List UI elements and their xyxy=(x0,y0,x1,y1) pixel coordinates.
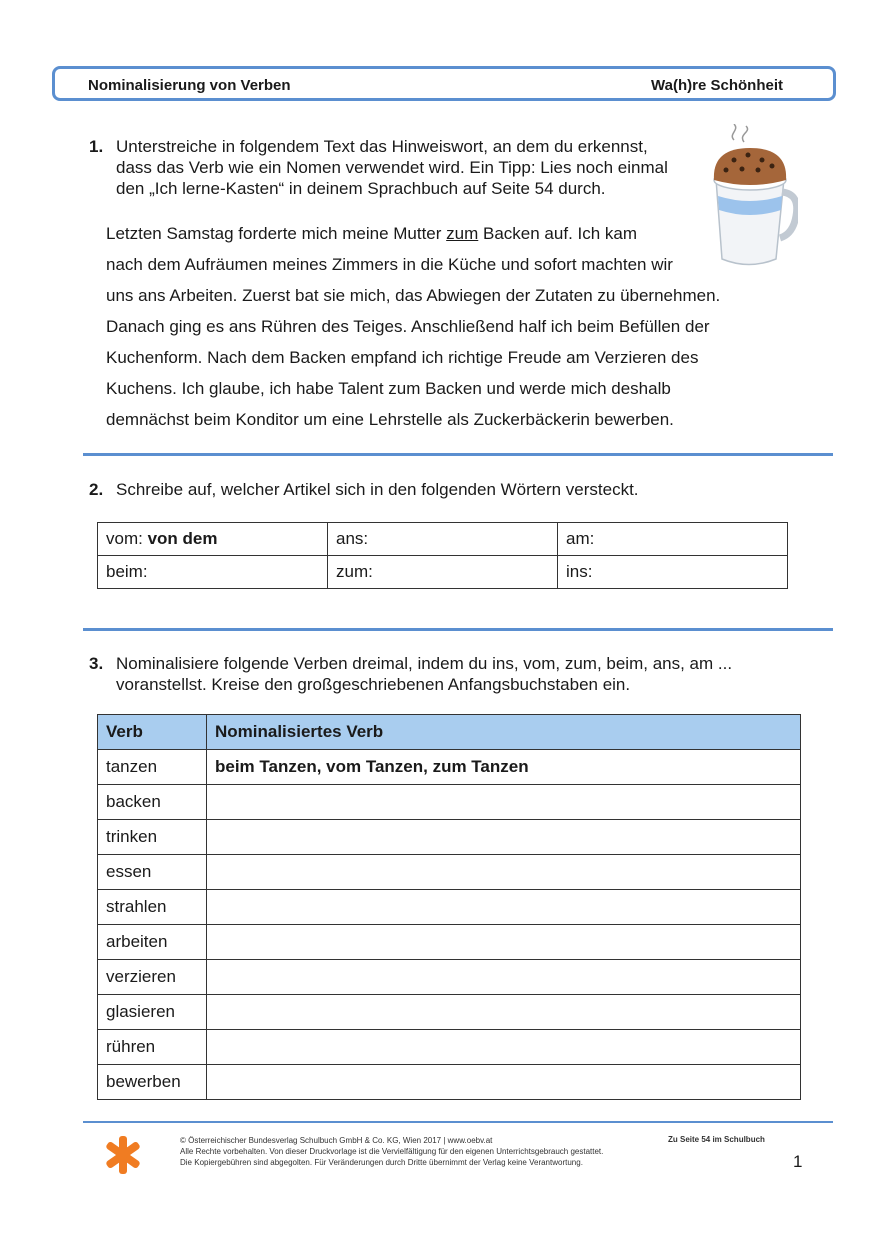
table-row xyxy=(98,855,801,890)
article-cell[interactable]: beim: xyxy=(98,556,328,589)
column-header-nominalized: Nominalisiertes Verb xyxy=(207,715,801,750)
table-row xyxy=(98,523,788,556)
verb-cell: verzieren xyxy=(98,960,207,995)
column-header-verb: Verb xyxy=(98,715,207,750)
task1-instruction xyxy=(116,136,706,199)
task3-instruction-line: Nominalisiere folgende Verben dreimal, indem du ins, vom, zum, beim, ans, am ... xyxy=(116,654,733,673)
task2-number: 2. xyxy=(89,480,104,499)
task3-number: 3. xyxy=(89,654,104,673)
verb-cell: rühren xyxy=(98,1030,207,1065)
table-row xyxy=(98,1030,801,1065)
example-answer: von dem xyxy=(147,529,218,548)
table-row xyxy=(98,890,801,925)
story-line: Letzten Samstag forderte mich meine Mutter zum Backen auf. Ich kam xyxy=(106,224,638,243)
task3-instruction-line: voranstellst. Kreise den großgeschriebenen Anfangsbuchstaben ein. xyxy=(116,675,631,694)
article-cell[interactable]: ans: xyxy=(328,523,558,556)
verb-cell: essen xyxy=(98,855,207,890)
story-line: Kuchens. Ich glaube, ich habe Talent zum Backen und werde mich deshalb xyxy=(106,379,671,398)
story-line: nach dem Aufräumen meines Zimmers in die Küche und sofort machten wir xyxy=(106,255,673,274)
textbook-reference: Zu Seite 54 im Schulbuch xyxy=(668,1135,765,1144)
table-row xyxy=(98,1065,801,1100)
nominalized-cell[interactable] xyxy=(207,960,801,995)
task2-instruction: Schreibe auf, welcher Artikel sich in den folgenden Wörtern versteckt. xyxy=(116,480,639,499)
copyright-notice: © Österreichischer Bundesverlag Schulbuch GmbH & Co. KG, Wien 2017 | www.oebv.at Alle Rechte vorbehalten. Von dieser Druckvorlage ist die Vervielfältigung für den eigenen Unterrichtsgebrauch gestattet. Die Kopiergebühren sind abgegolten. Für Veränderungen durch Dritte übernimmt der Verlag keine Verantwortung. xyxy=(180,1136,604,1167)
task1-number: 1. xyxy=(89,137,104,156)
story-line: Danach ging es ans Rühren des Teiges. Anschließend half ich beim Befüllen der xyxy=(106,317,710,336)
article-cell[interactable]: zum: xyxy=(328,556,558,589)
hint-word-underlined: zum xyxy=(446,224,479,243)
nominalized-cell[interactable]: beim Tanzen, vom Tanzen, zum Tanzen xyxy=(207,750,801,785)
verb-cell: backen xyxy=(98,785,207,820)
task1-instruction-line: den „Ich lerne-Kasten“ in deinem Sprachbuch auf Seite 54 durch. xyxy=(116,179,606,198)
verb-cell: glasieren xyxy=(98,995,207,1030)
table-row xyxy=(98,556,788,589)
table-row xyxy=(98,785,801,820)
unit-title: Wa(h)re Schönheit xyxy=(651,77,783,94)
task1-instruction-line: Unterstreiche in folgendem Text das Hinweiswort, an dem du erkennst, xyxy=(116,137,648,156)
page-number: 1 xyxy=(793,1152,803,1171)
nominalized-cell[interactable] xyxy=(207,820,801,855)
story-line: Kuchenform. Nach dem Backen empfand ich richtige Freude am Verzieren des xyxy=(106,348,699,367)
verb-cell: tanzen xyxy=(98,750,207,785)
worksheet-topic: Nominalisierung von Verben xyxy=(88,77,291,94)
article-cell[interactable]: vom: von dem xyxy=(98,523,328,556)
nominalized-cell[interactable] xyxy=(207,1030,801,1065)
table-header-row xyxy=(98,715,801,750)
verb-cell: arbeiten xyxy=(98,925,207,960)
verb-cell: strahlen xyxy=(98,890,207,925)
nominalized-cell[interactable] xyxy=(207,785,801,820)
table-row xyxy=(98,995,801,1030)
task3-instruction xyxy=(116,653,732,695)
verb-cell: trinken xyxy=(98,820,207,855)
story-line: uns ans Arbeiten. Zuerst bat sie mich, das Abwiegen der Zutaten zu übernehmen. xyxy=(106,286,721,305)
article-cell[interactable]: am: xyxy=(558,523,788,556)
verb-cell: bewerben xyxy=(98,1065,207,1100)
story-line: demnächst beim Konditor um eine Lehrstelle als Zuckerbäckerin bewerben. xyxy=(106,410,674,429)
story-text xyxy=(106,218,786,435)
nominalized-cell[interactable] xyxy=(207,1065,801,1100)
article-cell[interactable]: ins: xyxy=(558,556,788,589)
publisher-logo-icon xyxy=(104,1136,142,1174)
nominalized-cell[interactable] xyxy=(207,855,801,890)
section-divider xyxy=(83,628,833,631)
nominalization-table xyxy=(97,714,801,1100)
table-row xyxy=(98,960,801,995)
table-row xyxy=(98,925,801,960)
section-divider xyxy=(83,453,833,456)
article-table xyxy=(97,522,788,589)
footer-divider xyxy=(83,1121,833,1123)
nominalized-cell[interactable] xyxy=(207,995,801,1030)
task1-instruction-line: dass das Verb wie ein Nomen verwendet wird. Ein Tipp: Lies noch einmal xyxy=(116,158,668,177)
nominalized-cell[interactable] xyxy=(207,925,801,960)
header-box xyxy=(52,66,836,101)
table-row xyxy=(98,750,801,785)
table-row xyxy=(98,820,801,855)
nominalized-cell[interactable] xyxy=(207,890,801,925)
